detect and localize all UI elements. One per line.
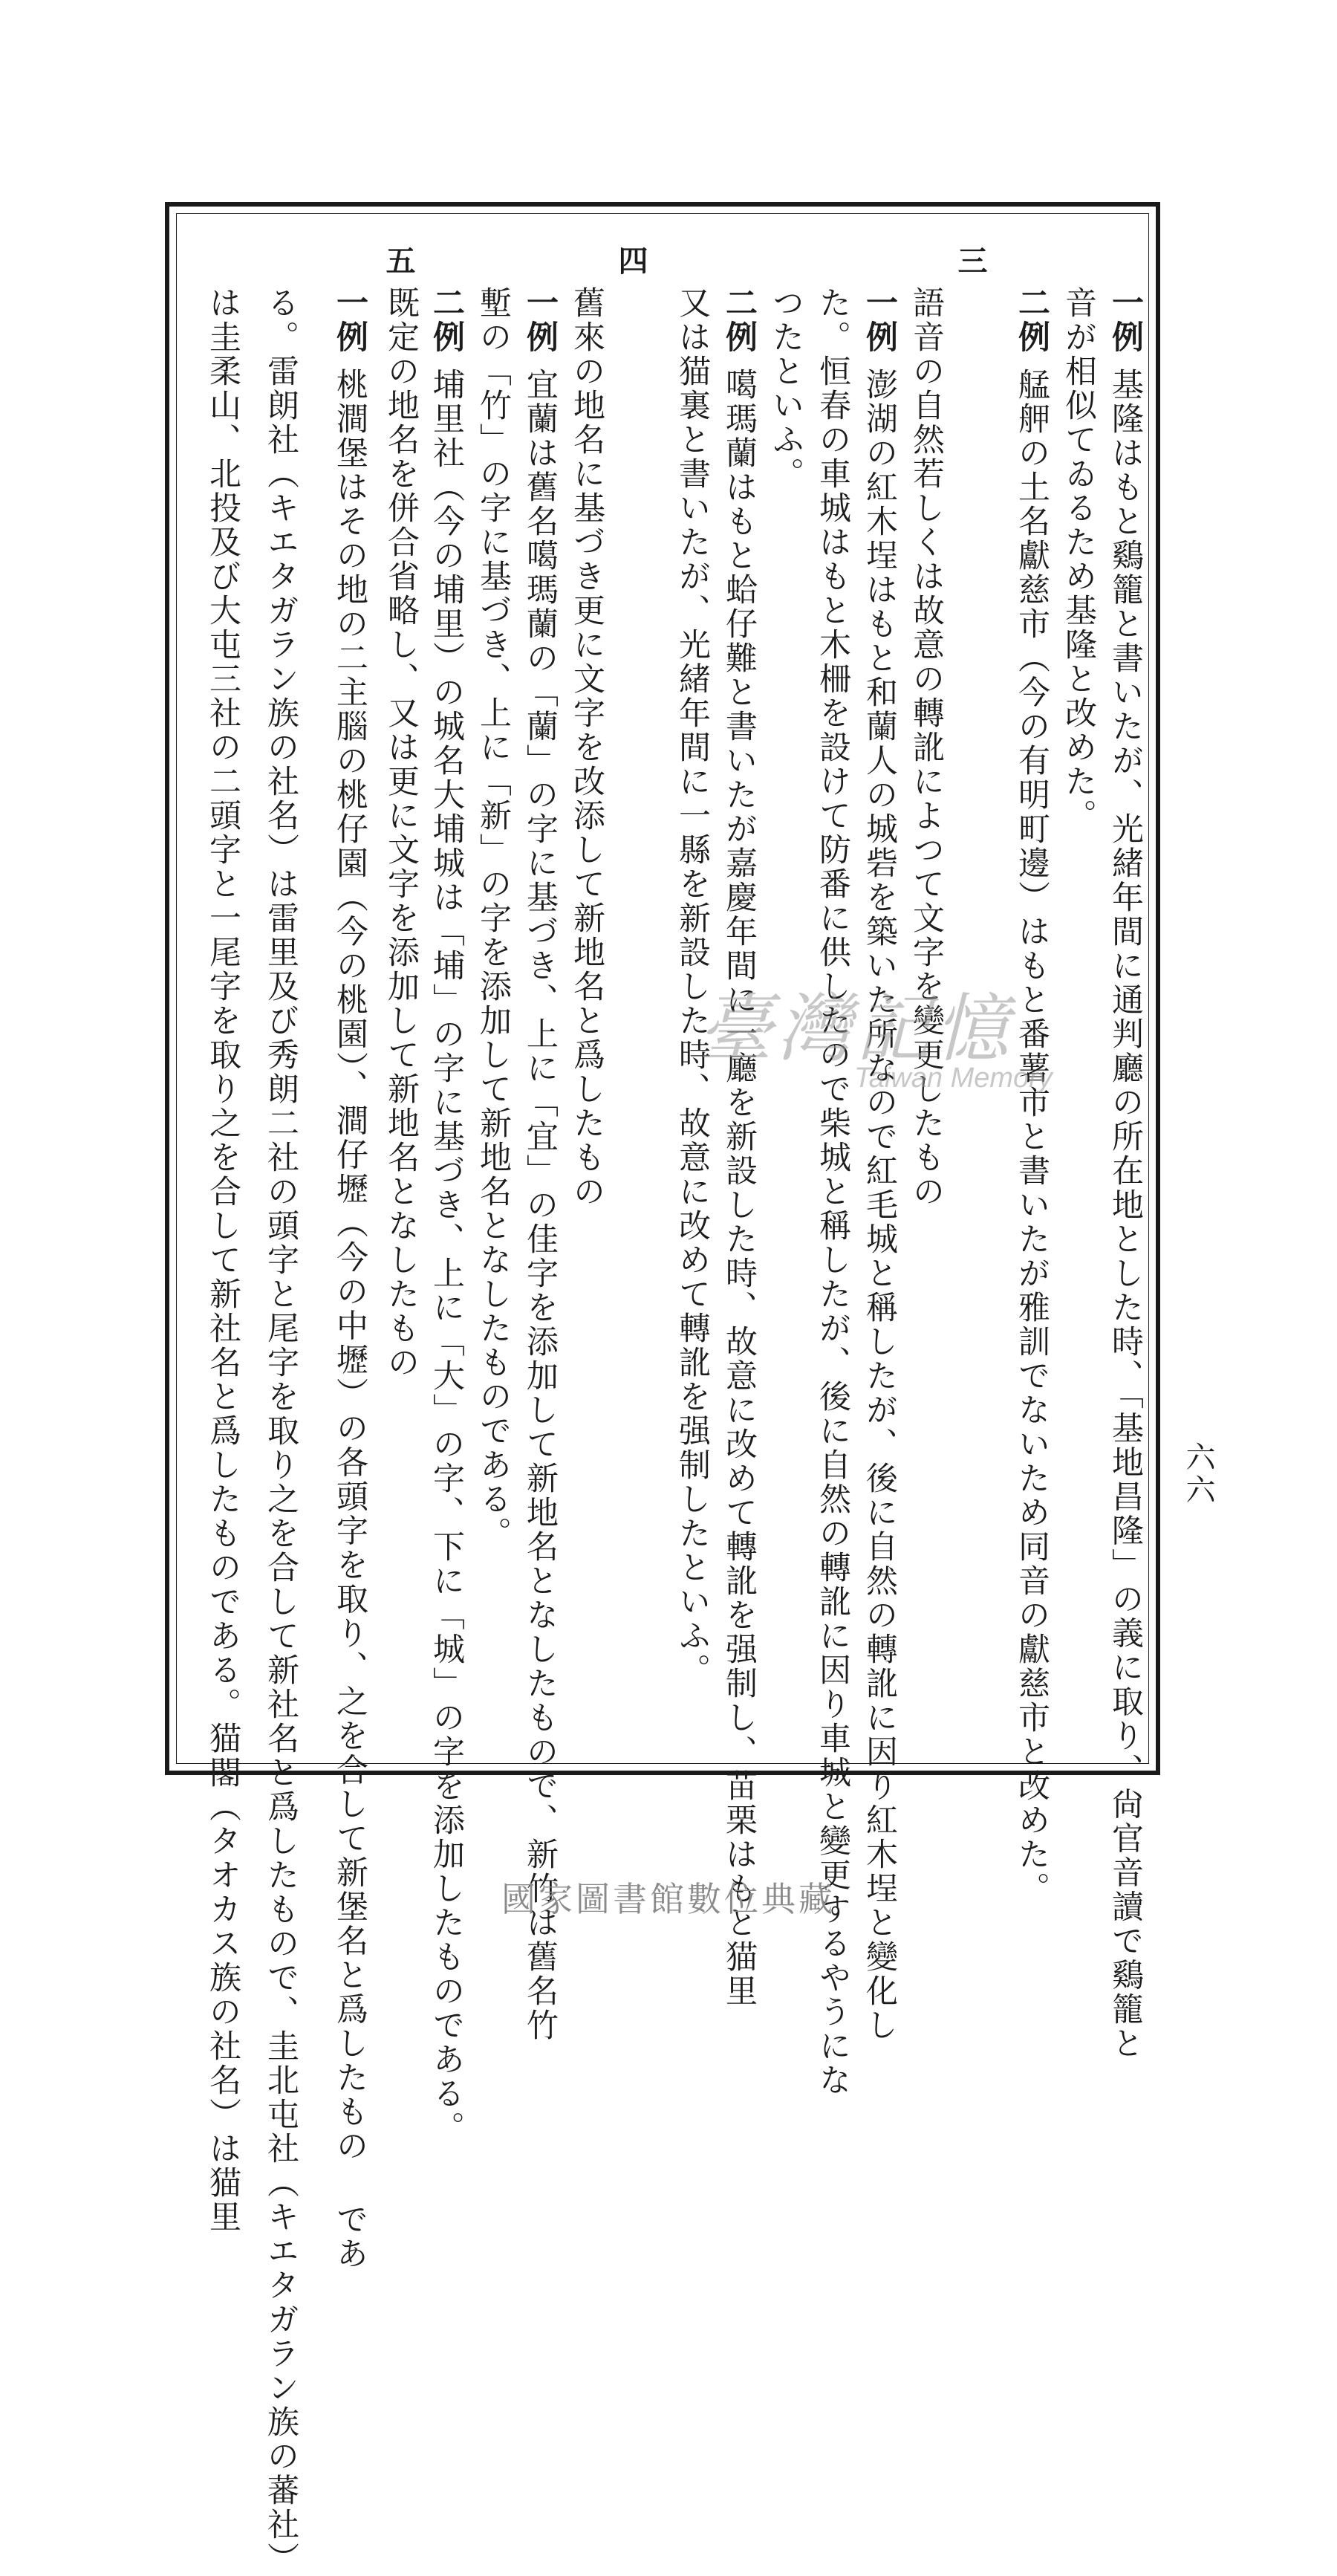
column-text: 音が相似てゐるため基隆と改めた。 (1060, 286, 1097, 833)
example-label: 一例 (861, 286, 898, 354)
section-number: 五 (381, 245, 415, 275)
column-text: 艋舺の土名獻慈市（今の有明町邊）はもと番薯市と書いたが雅訓でないため同音の獻慈市と改めた。 (1013, 368, 1050, 1906)
text-column (426, 286, 467, 2145)
section-heading (566, 286, 608, 1209)
example-label: 一例 (1107, 286, 1144, 354)
watermark-subtitle: Taiwan Memory (854, 1062, 1053, 1094)
column-text: 埔里社（今の埔里）の城名大埔城は「埔」の字に基づき、上に「大」の字、下に「城」の字を添加したものである。 (428, 368, 465, 2145)
column-text: 基隆はもと鷄籠と書いたが、光緒年間に通判廳の所在地とした時、「基地昌隆」の義に取り、尙官音讀で鷄籠と (1107, 368, 1144, 2061)
column-text: 舊來の地名に基づき更に文字を改添して新地名と爲したもの (568, 286, 605, 1209)
example-label: 一例 (331, 286, 368, 354)
section-heading (380, 286, 422, 1380)
watermark-title: 臺灣記憶 (698, 985, 1013, 1072)
column-text: は圭柔山、北投及び大屯三社の二頭字と一尾字を取り之を合して新社名と爲したものである。猫閣（タオカス族の社名）は猫里 (204, 286, 241, 2234)
example-label: 二例 (428, 286, 465, 354)
text-column (260, 286, 302, 2576)
text-column (765, 286, 807, 491)
text-column (718, 286, 760, 2008)
section-heading (905, 286, 947, 1209)
column-text: 桃澗堡はその地の二主腦の桃仔園（今の桃園）、澗仔壢（今の中壢）の各頭字を取り、之を合して新堡名と爲したもの であ (331, 368, 368, 2271)
column-text: 語音の自然若しくは故意の轉訛によつて文字を變更したもの (908, 286, 945, 1209)
text-column (671, 286, 713, 1687)
text-column (472, 286, 514, 1551)
example-label: 二例 (1013, 286, 1050, 354)
footer-caption: 國家圖書館數位典藏 (501, 1879, 836, 1919)
text-column (1058, 286, 1099, 833)
text-column (519, 286, 561, 2043)
column-text: 宜蘭は舊名噶瑪蘭の「蘭」の字に基づき、上に「宜」の佳字を添加して新地名となしたもので、新竹は舊名竹 (521, 368, 559, 2043)
text-column (859, 286, 900, 2043)
text-column (1011, 286, 1053, 1906)
example-label: 一例 (521, 286, 559, 354)
column-text: 又は猫裏と書いたが、光緒年間に一縣を新設した時、故意に改めて轉訛を强制したといふ。 (674, 286, 711, 1687)
page-border-inner (176, 213, 1149, 1764)
column-text: 塹の「竹」の字に基づき、上に「新」の字を添加して新地名となしたものである。 (475, 286, 512, 1551)
section-number: 三 (953, 245, 987, 275)
column-text: つたといふ。 (767, 286, 804, 491)
text-column (812, 286, 853, 2098)
text-column (329, 286, 371, 2271)
column-text: た。恒春の車城はもと木柵を設けて防番に供したので柴城と稱したが、後に自然の轉訛に因り車城と變更するやうにな (814, 286, 851, 2098)
text-column (1105, 286, 1146, 2061)
column-text: 既定の地名を併合省略し、又は更に文字を添加して新地名となしたもの (383, 286, 420, 1380)
page-number: 六六 (1181, 1441, 1215, 1507)
section-number: 四 (614, 245, 648, 275)
column-text: 噶瑪蘭はもと蛤仔難と書いたが嘉慶年間に一廳を新設した時、故意に改めて轉訛を强制し、苗栗はもと猫里 (720, 368, 758, 2008)
column-text: 澎湖の紅木埕はもと和蘭人の城砦を築いた所なので紅毛城と稱したが、後に自然の轉訛に因り紅木埕と變化し (861, 368, 898, 2043)
column-text: る。雷朗社（キエタガラン族の社名）は雷里及び秀朗二社の頭字と尾字を取り之を合して新社名と爲したもので、圭北屯社（キエタガラン族の蕃社） (262, 286, 299, 2576)
example-label: 二例 (720, 286, 758, 354)
text-column (202, 286, 244, 2234)
